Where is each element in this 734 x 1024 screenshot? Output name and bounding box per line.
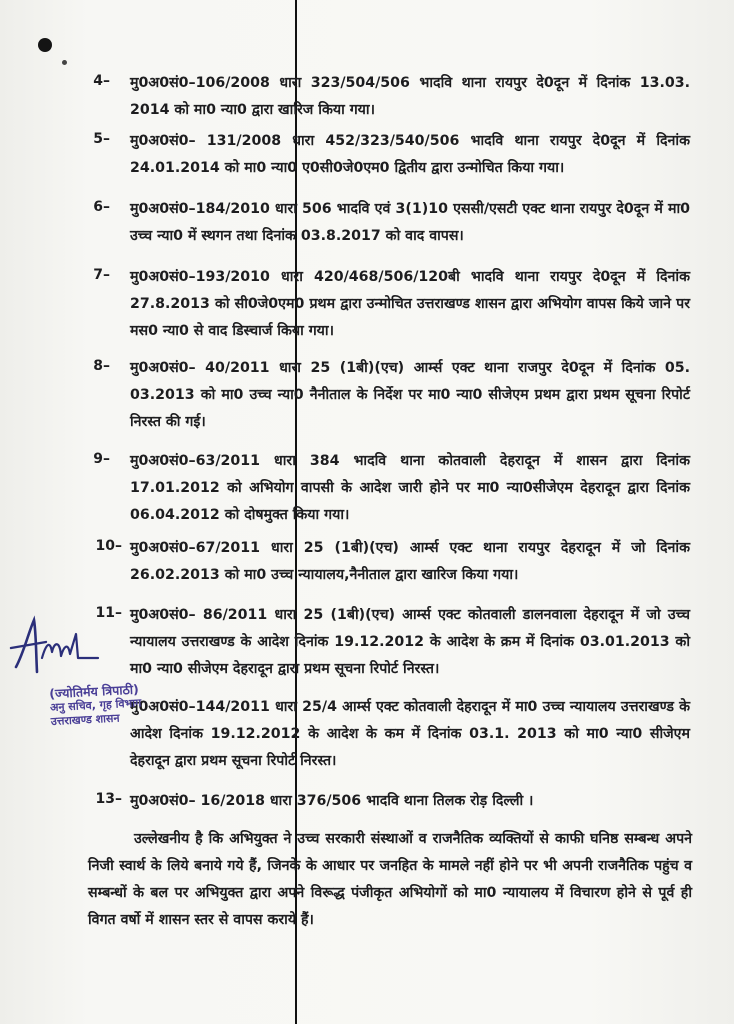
stamp-name: (ज्योतिर्मय त्रिपाठी) (48, 681, 140, 702)
item-text: मु0अ0सं0– 86/2011 धारा 25 (1बी)(एच) आर्म्स एक्ट कोतवाली डालनवाला देहरादून में जो उच्च न्यायालय उत्तराखण्ड के आदेश दिनांक 19.12.2012 के आदेश के क्रम में दिनांक 03.01.2013 को मा0 न्या0 सीजेएम देहरादून द्वारा प्रथम सूचना रिपोर्ट निरस्त। (130, 607, 690, 677)
item-text: मु0अ0सं0– 40/2011 धारा 25 (1बी)(एच) आर्म्स एक्ट थाना राजपुर दे0दून में दिनांक 05. 03.2013 को मा0 उच्च न्या0 नैनीताल के निर्देश पर मा0 न्या0 सीजेएम प्रथम द्वारा प्रथम सूचना रिपोर्ट निरस्त की गई। (130, 360, 690, 430)
item-text: मु0अ0सं0–184/2010 धारा 506 भादवि एवं 3(1)10 एससी/एसटी एक्ट थाना रायपुर दे0दून में मा0 उच्च न्या0 में स्थगन तथा दिनांक 03.8.2017 को वाद वापस। (130, 201, 690, 244)
item-number: 9– (93, 451, 110, 467)
official-stamp (49, 681, 171, 729)
item-number: 13– (95, 791, 122, 807)
item-text: मु0अ0सं0–144/2011 धारा 25/4 आर्म्स एक्ट कोतवाली देहरादून में मा0 उच्च न्यायालय उत्तराखण्ड के आदेश दिनांक 19.12.2012 के आदेश के कम में दिनांक 03.1. 2013 को मा0 न्या0 सीजेएम देहरादून द्वारा प्रथम सूचना रिपोर्ट निरस्त। (130, 699, 690, 769)
stamp-designation: अनु सचिव, गृह विभाग (49, 696, 142, 715)
item-text: मु0अ0सं0–106/2008 धारा 323/504/506 भादवि थाना रायपुर दे0दून में दिनांक 13.03. 2014 को मा0 न्या0 द्वारा खारिज किया गया। (130, 75, 690, 118)
item-number: 7– (93, 267, 110, 283)
punch-hole (38, 38, 52, 52)
item-number: 8– (93, 358, 110, 374)
ink-dot (62, 60, 67, 65)
handwritten-signature (6, 612, 116, 682)
stamp-office: उत्तराखण्ड शासन (50, 711, 120, 729)
item-text: मु0अ0सं0– 131/2008 धारा 452/323/540/506 भादवि थाना रायपुर दे0दून में दिनांक 24.01.2014 को मा0 न्या0 ए0सी0जे0एम0 द्वितीय द्वारा उन्मोचित किया गया। (130, 133, 690, 176)
item-text: मु0अ0सं0– 16/2018 धारा 376/506 भादवि थाना तिलक रोड़ दिल्ली । (130, 793, 534, 809)
item-number: 6– (93, 199, 110, 215)
item-number: 5– (93, 131, 110, 147)
item-number: 10– (95, 538, 122, 554)
item-number: 11– (95, 605, 122, 621)
item-text: मु0अ0सं0–67/2011 धारा 25 (1बी)(एच) आर्म्स एक्ट थाना रायपुर देहरादून में जो दिनांक 26.02.2013 को मा0 उच्च न्यायालय,नैनीताल द्वारा खारिज किया गया। (130, 540, 690, 583)
item-text: मु0अ0सं0–193/2010 धारा 420/468/506/120बी भादवि थाना रायपुर दे0दून में दिनांक 27.8.2013 को सी0जे0एम0 प्रथम द्वारा उन्मोचित उत्तराखण्ड शासन द्वारा अभियोग वापस किये जाने पर मस0 न्या0 से वाद डिस्चार्ज किया गया। (130, 269, 690, 339)
item-text: मु0अ0सं0–63/2011 धारा 384 भादवि थाना कोतवाली देहरादून में शासन द्वारा दिनांक 17.01.2012 को अभियोग वापसी के आदेश जारी होने पर मा0 न्या0सीजेएम देहरादून द्वारा दिनांक 06.04.2012 को दोषमुक्त किया गया। (130, 453, 690, 523)
item-number: 4– (93, 73, 110, 89)
closing-paragraph: उल्लेखनीय है कि अभियुक्त ने उच्च सरकारी संस्थाओं व राजनैतिक व्यक्तियों से काफी घनिष्ठ सम्बन्ध अपने निजी स्वार्थ के लिये बनाये गये हैं, जिनके के आधार पर जनहित के मामले नहीं होने पर भी अपनी राजनैतिक पहुंच व सम्बन्धों के बल पर अभियुक्त द्वारा अपने विरूद्ध पंजीकृत अभियोगों को मा0 न्यायालय में विचारण होने से पूर्व ही विगत वर्षो में शासन स्तर से वापस कराये हैं। (88, 831, 692, 928)
